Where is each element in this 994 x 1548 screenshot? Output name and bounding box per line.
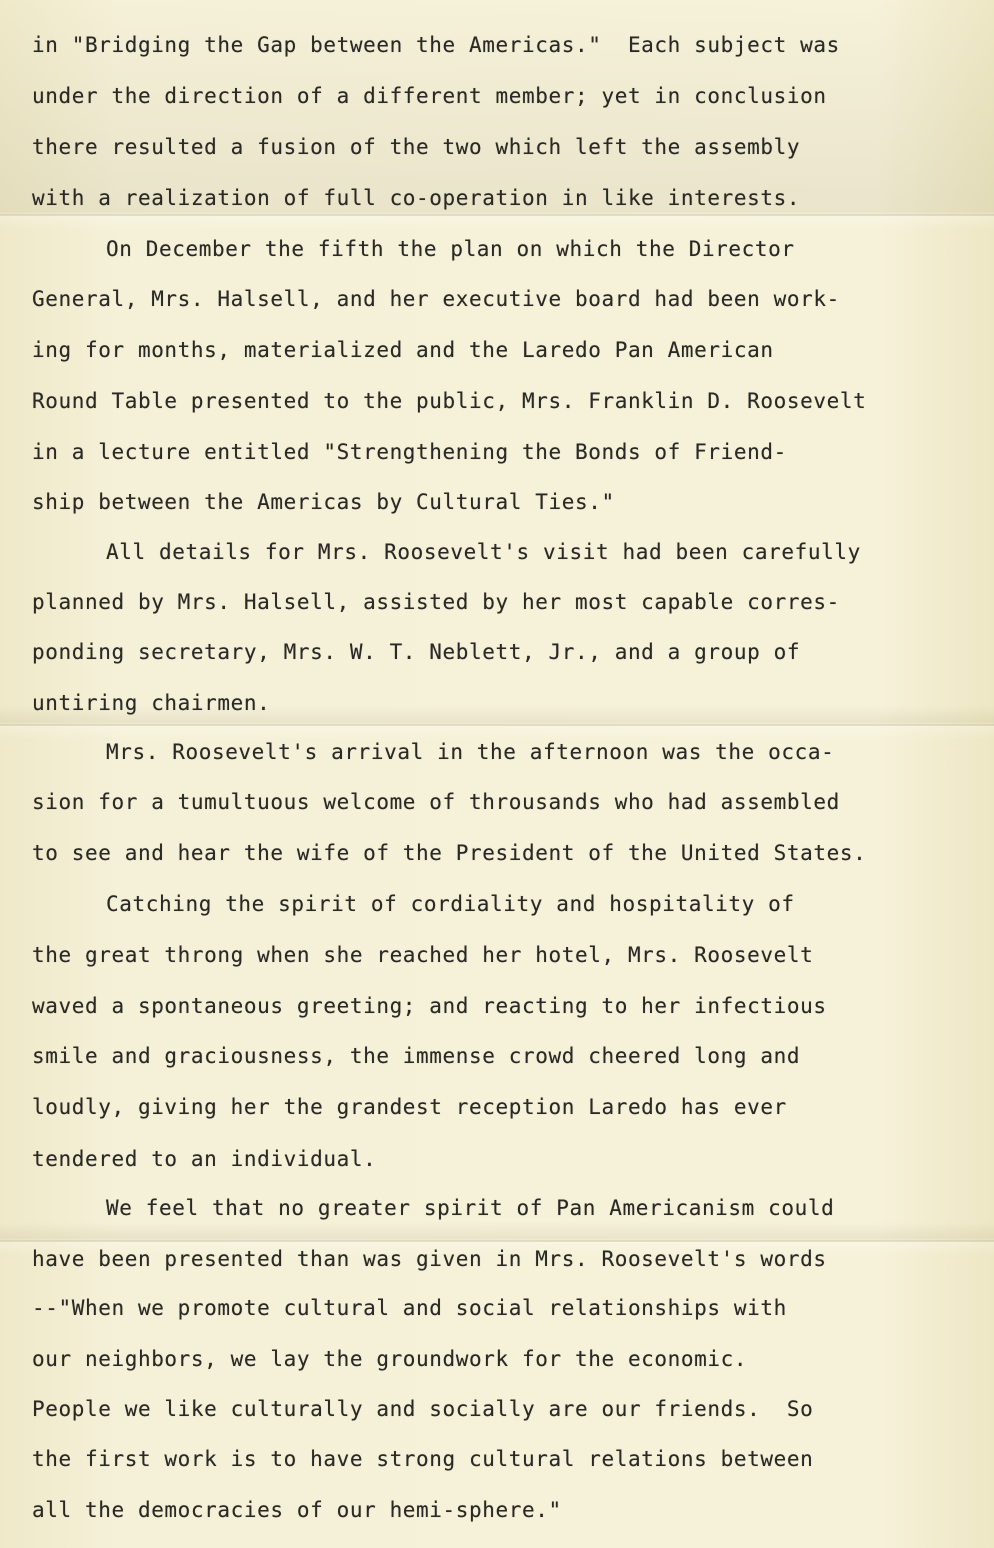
text-line: in a lecture entitled "Strengthening the Bonds of Friend- bbox=[32, 440, 787, 464]
text-line: all the democracies of our hemi-sphere." bbox=[32, 1498, 562, 1522]
text-line: have been presented than was given in Mrs. Roosevelt's words bbox=[32, 1247, 827, 1271]
text-line: Mrs. Roosevelt's arrival in the afternoon was the occa- bbox=[106, 740, 835, 764]
text-line: planned by Mrs. Halsell, assisted by her most capable corres- bbox=[32, 590, 840, 614]
text-line: waved a spontaneous greeting; and reacting to her infectious bbox=[32, 994, 827, 1018]
paper-fold-line bbox=[0, 724, 994, 726]
text-line: ponding secretary, Mrs. W. T. Neblett, Jr., and a group of bbox=[32, 640, 801, 664]
text-line: --"When we promote cultural and social relationships with bbox=[32, 1296, 787, 1320]
text-line: the first work is to have strong cultural relations between bbox=[32, 1447, 814, 1471]
text-line: in "Bridging the Gap between the Americas." Each subject was bbox=[32, 33, 840, 57]
text-line: to see and hear the wife of the President of the United States. bbox=[32, 841, 867, 865]
text-line: Round Table presented to the public, Mrs. Franklin D. Roosevelt bbox=[32, 389, 867, 413]
text-line: All details for Mrs. Roosevelt's visit had been carefully bbox=[106, 540, 861, 564]
paper-fold-line bbox=[0, 214, 994, 216]
text-line: there resulted a fusion of the two which left the assembly bbox=[32, 135, 801, 159]
text-line: Catching the spirit of cordiality and hospitality of bbox=[106, 892, 795, 916]
text-line: tendered to an individual. bbox=[32, 1147, 377, 1171]
text-line: sion for a tumultuous welcome of throusands who had assembled bbox=[32, 790, 840, 814]
text-line: untiring chairmen. bbox=[32, 691, 271, 715]
text-line: loudly, giving her the grandest reception Laredo has ever bbox=[32, 1095, 787, 1119]
text-line: On December the fifth the plan on which the Director bbox=[106, 237, 795, 261]
text-line: under the direction of a different member; yet in conclusion bbox=[32, 84, 827, 108]
text-line: General, Mrs. Halsell, and her executive board had been work- bbox=[32, 287, 840, 311]
text-line: We feel that no greater spirit of Pan Americanism could bbox=[106, 1196, 835, 1220]
text-line: ing for months, materialized and the Laredo Pan American bbox=[32, 338, 774, 362]
text-line: with a realization of full co-operation in like interests. bbox=[32, 186, 801, 210]
text-line: People we like culturally and socially are our friends. So bbox=[32, 1397, 814, 1421]
text-line: ship between the Americas by Cultural Ties." bbox=[32, 490, 615, 514]
text-line: the great throng when she reached her hotel, Mrs. Roosevelt bbox=[32, 943, 814, 967]
text-line: smile and graciousness, the immense crowd cheered long and bbox=[32, 1044, 801, 1068]
paper-fold-line bbox=[0, 1240, 994, 1242]
text-line: our neighbors, we lay the groundwork for the economic. bbox=[32, 1347, 748, 1371]
